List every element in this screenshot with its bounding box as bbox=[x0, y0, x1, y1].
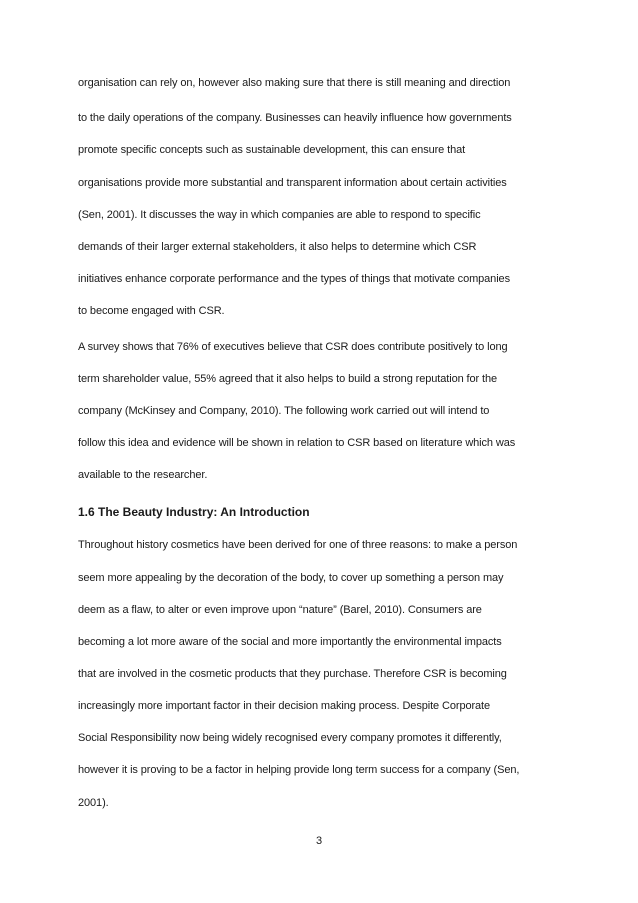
paragraph-line: to the daily operations of the company. Businesses can heavily influence how governments bbox=[78, 112, 512, 124]
paragraph-line: 2001). bbox=[78, 797, 109, 809]
paragraph-line: initiatives enhance corporate performance and the types of things that motivate companies bbox=[78, 273, 510, 285]
paragraph-line: to become engaged with CSR. bbox=[78, 305, 225, 317]
paragraph-line: A survey shows that 76% of executives believe that CSR does contribute positively to long bbox=[78, 341, 508, 353]
paragraph-line: term shareholder value, 55% agreed that it also helps to build a strong reputation for the bbox=[78, 373, 498, 385]
paragraph-line: organisations provide more substantial and transparent information about certain activities bbox=[78, 177, 507, 189]
paragraph-line: increasingly more important factor in their decision making process. Despite Corporate bbox=[78, 700, 491, 712]
paragraph-line: seem more appealing by the decoration of the body, to cover up something a person may bbox=[78, 572, 504, 584]
paragraph-line: demands of their larger external stakeholders, it also helps to determine which CSR bbox=[78, 241, 477, 253]
paragraph-line: Social Responsibility now being widely recognised every company promotes it differently, bbox=[78, 732, 502, 744]
paragraph-line: that are involved in the cosmetic products that they purchase. Therefore CSR is becoming bbox=[78, 668, 507, 680]
paragraph-line: (Sen, 2001). It discusses the way in which companies are able to respond to specific bbox=[78, 209, 481, 221]
paragraph-line: Throughout history cosmetics have been derived for one of three reasons: to make a person bbox=[78, 539, 518, 551]
paragraph-line: company (McKinsey and Company, 2010). The following work carried out will intend to bbox=[78, 405, 490, 417]
paragraph-line: available to the researcher. bbox=[78, 469, 208, 481]
paragraph-line: deem as a flaw, to alter or even improve upon “nature” (Barel, 2010). Consumers are bbox=[78, 604, 482, 616]
paragraph-line: becoming a lot more aware of the social and more importantly the environmental impacts bbox=[78, 636, 502, 648]
paragraph-line: follow this idea and evidence will be shown in relation to CSR based on literature which was bbox=[78, 437, 516, 449]
paragraph-line: however it is proving to be a factor in helping provide long term success for a company (Sen, bbox=[78, 764, 520, 776]
paragraph-line: organisation can rely on, however also making sure that there is still meaning and direction bbox=[78, 77, 511, 89]
section-heading: 1.6 The Beauty Industry: An Introduction bbox=[78, 505, 310, 519]
paragraph-line: promote specific concepts such as sustainable development, this can ensure that bbox=[78, 144, 466, 156]
page-number: 3 bbox=[315, 835, 323, 847]
